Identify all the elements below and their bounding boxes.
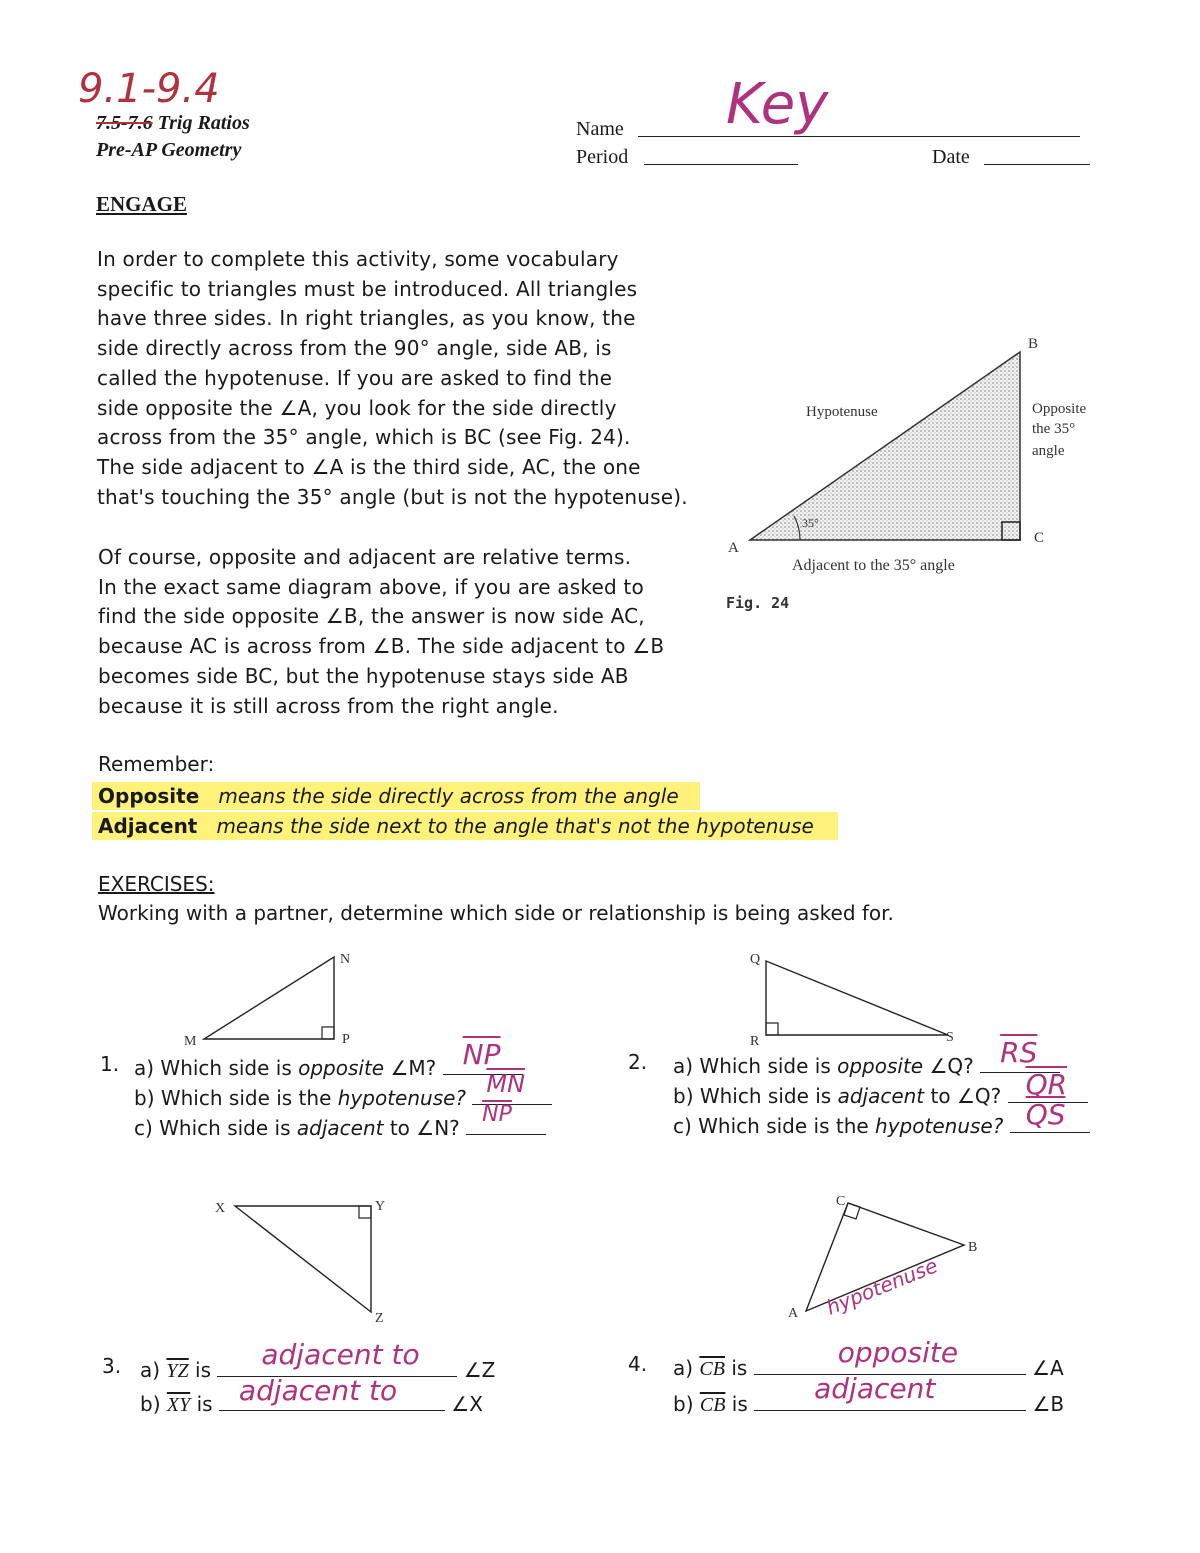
remember-heading: Remember: bbox=[98, 752, 215, 776]
q3-b-angle: ∠X bbox=[451, 1392, 483, 1416]
text-line: find the side opposite ∠B, the answer is now side AC, bbox=[98, 604, 645, 629]
text-line: because it is still across from the right angle. bbox=[98, 693, 559, 718]
q3-a-is: is bbox=[195, 1358, 212, 1382]
q3-b-answer-field[interactable] bbox=[219, 1374, 445, 1411]
q3-part-b bbox=[140, 1374, 483, 1417]
q2-a-suffix: ∠Q? bbox=[929, 1054, 974, 1078]
q1-part-c bbox=[134, 1102, 546, 1140]
unit-title-line bbox=[96, 112, 250, 135]
q3-b-prefix: b) bbox=[140, 1392, 161, 1416]
vertex-b-label: B bbox=[1028, 336, 1039, 352]
adjacent-def: means the side next to the angle that's not the hypotenuse bbox=[216, 814, 814, 838]
q2-b-emphasis: adjacent bbox=[837, 1084, 925, 1108]
period-field-line[interactable] bbox=[644, 164, 798, 165]
q1-vertex-m: M bbox=[184, 1034, 197, 1049]
text-line: specific to triangles must be introduced. All triangles bbox=[97, 276, 638, 301]
q4-number: 4. bbox=[628, 1352, 648, 1376]
q1-triangle-diagram bbox=[180, 945, 380, 1055]
handwritten-section-number: 9.1-9.4 bbox=[78, 66, 220, 112]
period-label: Period bbox=[576, 146, 629, 168]
exercises-instructions: Working with a partner, determine which side or relationship is being asked for. bbox=[98, 901, 894, 925]
struck-section-number: 7.5-7.6 bbox=[96, 112, 153, 134]
q3-a-angle: ∠Z bbox=[463, 1358, 496, 1382]
engage-heading: ENGAGE bbox=[96, 192, 188, 216]
figure-24-diagram bbox=[720, 330, 1120, 620]
text-line: because AC is across from ∠B. The side adjacent to ∠B bbox=[98, 634, 665, 659]
adjacent-label: Adjacent to the 35° angle bbox=[792, 557, 955, 574]
q2-a-answer: $\overline{RS}$ bbox=[1000, 1036, 1038, 1069]
q1-number: 1. bbox=[100, 1052, 120, 1076]
course-title: Pre-AP Geometry bbox=[96, 139, 242, 161]
q1-c-answer-field[interactable] bbox=[466, 1102, 546, 1135]
q4-a-segment: $\overline{CB}$ bbox=[699, 1358, 725, 1380]
q2-vertex-s: S bbox=[946, 1030, 954, 1045]
angle-label: 35° bbox=[802, 516, 819, 530]
shaded-right-triangle bbox=[750, 352, 1020, 540]
q2-part-a bbox=[673, 1036, 1060, 1078]
engage-paragraph-1 bbox=[97, 245, 697, 512]
q2-c-answer-field[interactable] bbox=[1010, 1098, 1090, 1133]
q2-c-answer: $\overline{QS}$ bbox=[1025, 1098, 1066, 1131]
q1-a-answer: $\overline{NP}$ bbox=[462, 1038, 501, 1071]
q1-vertex-n: N bbox=[340, 952, 351, 967]
q2-b-answer: $\overline{QR}$ bbox=[1025, 1068, 1068, 1101]
text-line: becomes side BC, but the hypotenuse stays side AB bbox=[98, 663, 629, 688]
q3-vertex-x: X bbox=[215, 1201, 226, 1216]
adjacent-definition bbox=[92, 812, 838, 840]
q4-vertex-c: C bbox=[836, 1194, 846, 1209]
unit-title: Trig Ratios bbox=[157, 112, 250, 134]
q2-number: 2. bbox=[628, 1050, 648, 1074]
text-line: In the exact same diagram above, if you are asked to bbox=[98, 574, 644, 599]
q4-b-angle: ∠B bbox=[1032, 1392, 1065, 1416]
q2-triangle bbox=[766, 961, 948, 1035]
q4-a-prefix: a) bbox=[673, 1356, 694, 1380]
q2-triangle-diagram bbox=[740, 945, 970, 1055]
q3-a-segment: $\overline{YZ}$ bbox=[166, 1360, 189, 1382]
q3-b-answer: adjacent to bbox=[238, 1374, 398, 1407]
q4-triangle-diagram bbox=[780, 1185, 1000, 1325]
q2-c-prefix: c) Which side is the bbox=[673, 1114, 869, 1138]
q1-c-answer: $\overline{NP}$ bbox=[482, 1102, 512, 1127]
q3-vertex-z: Z bbox=[375, 1311, 384, 1326]
q4-b-answer-field[interactable] bbox=[754, 1372, 1026, 1411]
date-field-line[interactable] bbox=[984, 164, 1090, 165]
q3-number: 3. bbox=[102, 1354, 122, 1378]
q3-b-segment: $\overline{XY}$ bbox=[166, 1394, 191, 1416]
hypotenuse-label: Hypotenuse bbox=[806, 404, 878, 420]
q3-triangle-diagram bbox=[205, 1190, 405, 1330]
q2-a-emphasis: opposite bbox=[837, 1054, 924, 1078]
q1-b-answer: $\overline{MN}$ bbox=[486, 1070, 526, 1098]
q1-a-emphasis: opposite bbox=[298, 1056, 385, 1080]
vertex-c-label: C bbox=[1034, 530, 1045, 546]
q2-right-angle-marker bbox=[766, 1023, 778, 1035]
figure-caption: Fig. 24 bbox=[726, 594, 790, 612]
q4-a-answer: opposite bbox=[837, 1336, 959, 1369]
vertex-a-label: A bbox=[728, 540, 739, 556]
q1-b-prefix: b) Which side is the bbox=[134, 1086, 332, 1110]
name-label: Name bbox=[576, 118, 624, 140]
q3-b-is: is bbox=[196, 1392, 213, 1416]
q2-a-prefix: a) Which side is bbox=[673, 1054, 831, 1078]
q1-vertex-p: P bbox=[342, 1032, 350, 1047]
q1-c-suffix: to ∠N? bbox=[389, 1116, 460, 1140]
q2-vertex-r: R bbox=[750, 1034, 760, 1049]
text-line: have three sides. In right triangles, as you know, the bbox=[97, 306, 636, 331]
text-line: side opposite the ∠A, you look for the side directly bbox=[97, 395, 617, 420]
q3-a-prefix: a) bbox=[140, 1358, 161, 1382]
q4-part-b bbox=[673, 1372, 1065, 1417]
text-line: across from the 35° angle, which is BC (see Fig. 24). bbox=[97, 425, 631, 450]
q1-right-angle-marker bbox=[322, 1027, 334, 1039]
q4-a-angle: ∠A bbox=[1032, 1356, 1064, 1380]
text-line: Of course, opposite and adjacent are relative terms. bbox=[98, 545, 632, 569]
q2-vertex-q: Q bbox=[750, 952, 761, 967]
q3-triangle bbox=[235, 1206, 371, 1312]
adjacent-term: Adjacent bbox=[98, 814, 198, 838]
name-field-value: Key bbox=[726, 72, 829, 137]
opposite-label-line-3: angle bbox=[1032, 443, 1065, 459]
opposite-definition bbox=[92, 782, 700, 810]
q4-b-prefix: b) bbox=[673, 1392, 694, 1416]
exercises-heading: EXERCISES: bbox=[98, 872, 215, 896]
opposite-term: Opposite bbox=[98, 784, 200, 808]
date-label: Date bbox=[932, 146, 970, 168]
engage-paragraph-2 bbox=[98, 543, 698, 721]
q1-b-emphasis: hypotenuse? bbox=[337, 1086, 467, 1110]
q4-b-segment: $\overline{CB}$ bbox=[699, 1394, 726, 1416]
text-line: called the hypotenuse. If you are asked to find the bbox=[97, 365, 613, 390]
q4-b-is: is bbox=[731, 1392, 748, 1416]
opposite-label-line-1: Opposite bbox=[1032, 401, 1087, 417]
q4-vertex-b: B bbox=[968, 1240, 978, 1255]
q4-vertex-a: A bbox=[788, 1306, 799, 1321]
q2-part-c bbox=[673, 1098, 1090, 1138]
q1-a-prefix: a) Which side is bbox=[134, 1056, 292, 1080]
q3-a-answer: adjacent to bbox=[261, 1338, 420, 1371]
q2-c-emphasis: hypotenuse? bbox=[875, 1114, 1004, 1138]
q2-b-suffix: to ∠Q? bbox=[930, 1084, 1002, 1108]
q1-part-a bbox=[134, 1038, 523, 1080]
q2-b-prefix: b) Which side is bbox=[673, 1084, 832, 1108]
q4-hypotenuse-note: hypotenuse bbox=[822, 1253, 941, 1320]
q1-triangle bbox=[204, 957, 334, 1039]
q1-c-prefix: c) Which side is bbox=[134, 1116, 291, 1140]
text-line: side directly across from the 90° angle, side AB, is bbox=[97, 336, 612, 361]
q3-vertex-y: Y bbox=[375, 1199, 386, 1214]
opposite-label-line-2: the 35° bbox=[1032, 421, 1076, 437]
text-line: that's touching the 35° angle (but is not the hypotenuse). bbox=[97, 484, 688, 509]
text-line: The side adjacent to ∠A is the third side, AC, the one bbox=[97, 454, 641, 479]
q1-c-emphasis: adjacent bbox=[296, 1116, 384, 1140]
q1-a-suffix: ∠M? bbox=[390, 1056, 437, 1080]
name-field-line[interactable] bbox=[638, 136, 1080, 137]
q4-b-answer: adjacent bbox=[814, 1372, 936, 1405]
q4-a-is: is bbox=[731, 1356, 748, 1380]
q3-right-angle-marker bbox=[359, 1206, 371, 1218]
opposite-def: means the side directly across from the angle bbox=[218, 784, 679, 808]
text-line: In order to complete this activity, some vocabulary bbox=[97, 247, 619, 271]
